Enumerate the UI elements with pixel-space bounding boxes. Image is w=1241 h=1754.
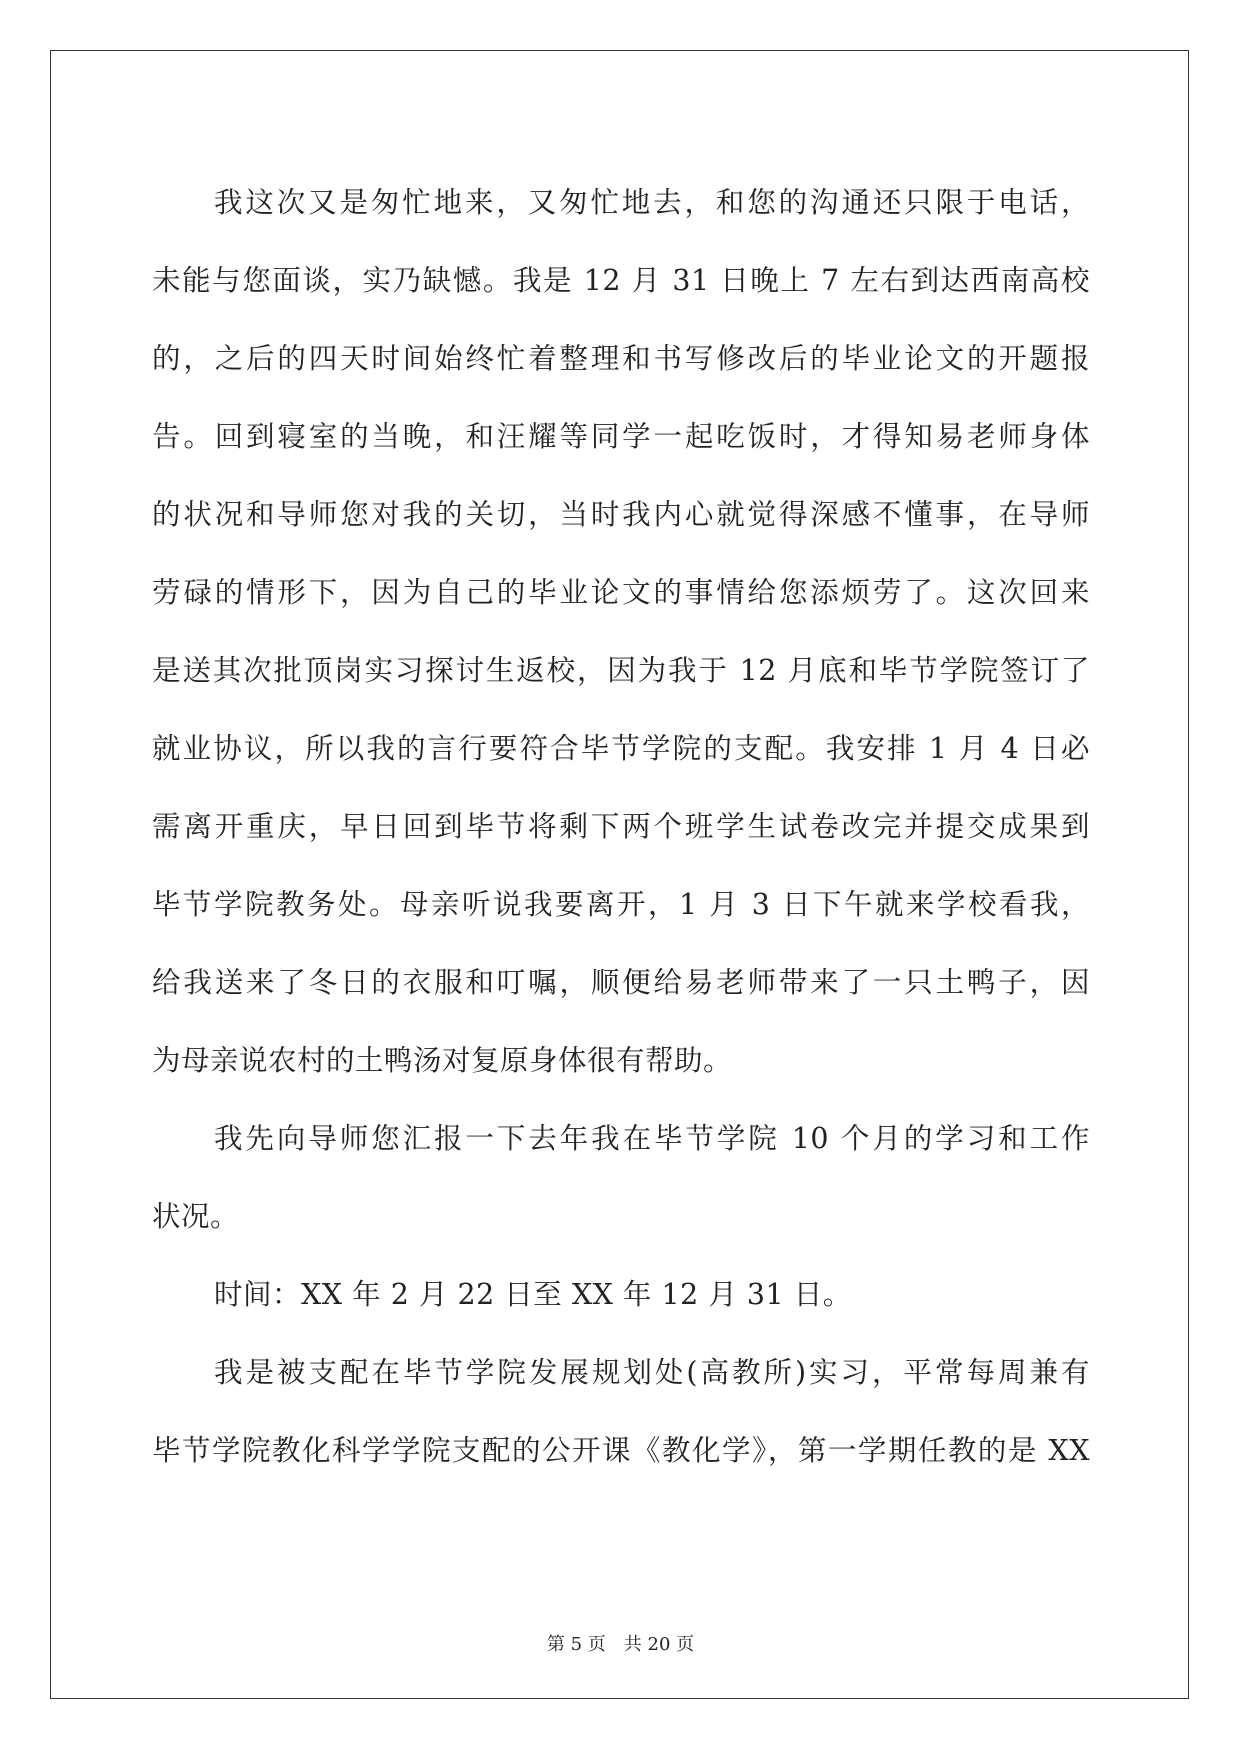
page-total: 共 20 页 [623, 1634, 695, 1655]
body-line: 毕节学院教务处。母亲听说我要离开，1 月 3 日下午就来学校看我， [152, 888, 1090, 921]
body-line: 未能与您面谈，实乃缺憾。我是 12 月 31 日晚上 7 左右到达西南高校 [152, 264, 1090, 297]
body-line: 就业协议，所以我的言行要符合毕节学院的支配。我安排 1 月 4 日必 [152, 732, 1090, 765]
body-line: 的，之后的四天时间始终忙着整理和书写修改后的毕业论文的开题报 [152, 342, 1090, 375]
body-line: 为母亲说农村的土鸭汤对复原身体很有帮助。 [152, 1044, 733, 1077]
body-line: 需离开重庆，早日回到毕节将剩下两个班学生试卷改完并提交成果到 [152, 810, 1090, 843]
page-footer [0, 1633, 1241, 1657]
body-line: 的状况和导师您对我的关切，当时我内心就觉得深感不懂事，在导师 [152, 498, 1090, 531]
body-line: 状况。 [152, 1200, 240, 1233]
body-line: 时间：XX 年 2 月 22 日至 XX 年 12 月 31 日。 [214, 1278, 852, 1311]
body-line: 毕节学院教化科学学院支配的公开课《教化学》，第一学期任教的是 XX [152, 1434, 1090, 1467]
body-line: 劳碌的情形下，因为自己的毕业论文的事情给您添烦劳了。这次回来 [152, 576, 1090, 609]
body-line: 我是被支配在毕节学院发展规划处(高教所)实习，平常每周兼有 [214, 1356, 1090, 1389]
body-line: 告。回到寝室的当晚，和汪耀等同学一起吃饭时，才得知易老师身体 [152, 420, 1090, 453]
body-line: 给我送来了冬日的衣服和叮嘱，顺便给易老师带来了一只土鸭子，因 [152, 966, 1090, 999]
document-body [152, 164, 1090, 1490]
body-line: 我这次又是匆忙地来，又匆忙地去，和您的沟通还只限于电话， [214, 186, 1090, 219]
page-number: 第 5 页 [546, 1634, 606, 1655]
body-line: 我先向导师您汇报一下去年我在毕节学院 10 个月的学习和工作 [214, 1122, 1090, 1155]
body-line: 是送其次批顶岗实习探讨生返校，因为我于 12 月底和毕节学院签订了 [152, 654, 1090, 687]
